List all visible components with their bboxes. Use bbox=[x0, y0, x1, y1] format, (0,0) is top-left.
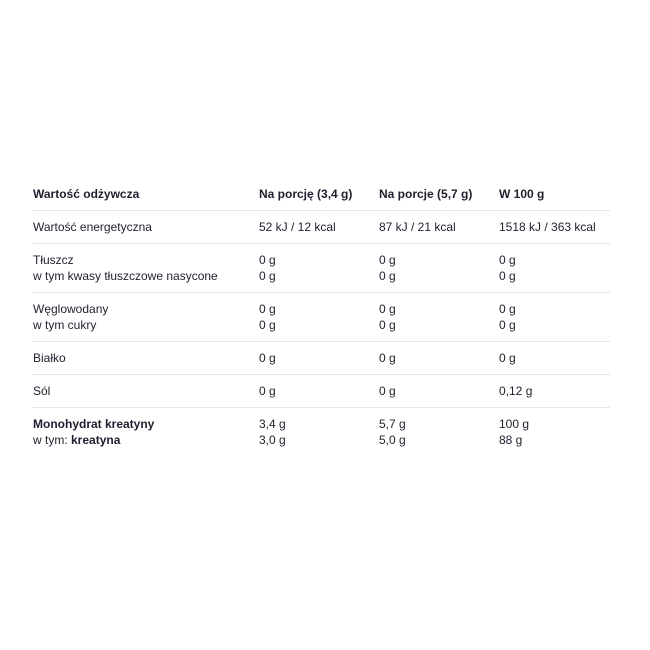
row-value-col2 bbox=[379, 293, 499, 342]
row-value-col1 bbox=[259, 408, 379, 456]
row-value-col2 bbox=[379, 211, 499, 244]
value-subline: 88 g bbox=[499, 433, 523, 447]
row-value-col3 bbox=[499, 293, 610, 342]
label-line: Monohydrat kreatyny bbox=[33, 417, 155, 431]
nutrition-table bbox=[33, 178, 610, 456]
label-subline: w tym cukry bbox=[33, 318, 97, 332]
value-subline: 0 g bbox=[379, 318, 396, 332]
value-line: 0 g bbox=[379, 384, 396, 398]
row-value-col1 bbox=[259, 375, 379, 408]
value-line: 52 kJ / 12 kcal bbox=[259, 220, 336, 234]
row-value-col1 bbox=[259, 244, 379, 293]
value-line: 0 g bbox=[379, 302, 396, 316]
value-line: 5,7 g bbox=[379, 417, 406, 431]
value-line: 0 g bbox=[259, 302, 276, 316]
value-line: 0 g bbox=[379, 351, 396, 365]
row-label bbox=[33, 244, 259, 293]
value-line: 3,4 g bbox=[259, 417, 286, 431]
row-value-col1 bbox=[259, 211, 379, 244]
value-line: 0 g bbox=[259, 384, 276, 398]
row-label bbox=[33, 293, 259, 342]
value-line: 100 g bbox=[499, 417, 530, 431]
row-label bbox=[33, 375, 259, 408]
row-value-col2 bbox=[379, 375, 499, 408]
value-line: 0 g bbox=[499, 253, 516, 267]
label-line: Tłuszcz bbox=[33, 253, 74, 267]
row-value-col2 bbox=[379, 342, 499, 375]
header-per-100g: W 100 g bbox=[499, 178, 610, 211]
header-per-portion-small: Na porcję (3,4 g) bbox=[259, 178, 379, 211]
value-line: 0 g bbox=[259, 351, 276, 365]
label-sub-bold: kreatyna bbox=[71, 433, 121, 447]
label-sub-prefix: w tym: bbox=[33, 433, 71, 447]
value-subline: 0 g bbox=[499, 269, 516, 283]
label-subline bbox=[33, 432, 259, 448]
value-line: 0 g bbox=[499, 351, 516, 365]
row-label bbox=[33, 342, 259, 375]
header-per-portion-large: Na porcje (5,7 g) bbox=[379, 178, 499, 211]
value-subline: 0 g bbox=[259, 269, 276, 283]
header-nutrient: Wartość odżywcza bbox=[33, 178, 259, 211]
row-value-col3 bbox=[499, 244, 610, 293]
row-value-col2 bbox=[379, 244, 499, 293]
row-value-col1 bbox=[259, 293, 379, 342]
row-label bbox=[33, 408, 259, 456]
value-line: 0 g bbox=[499, 302, 516, 316]
label-subline: w tym kwasy tłuszczowe nasycone bbox=[33, 269, 218, 283]
value-line: 0 g bbox=[379, 253, 396, 267]
value-line: 0 g bbox=[259, 253, 276, 267]
row-value-col3 bbox=[499, 211, 610, 244]
value-line: 0,12 g bbox=[499, 384, 533, 398]
value-subline: 0 g bbox=[499, 318, 516, 332]
row-label bbox=[33, 211, 259, 244]
label-line: Węglowodany bbox=[33, 302, 109, 316]
row-value-col3 bbox=[499, 375, 610, 408]
label-line: Wartość energetyczna bbox=[33, 220, 152, 234]
row-value-col3 bbox=[499, 342, 610, 375]
value-subline: 3,0 g bbox=[259, 433, 286, 447]
value-line: 87 kJ / 21 kcal bbox=[379, 220, 456, 234]
value-subline: 5,0 g bbox=[379, 433, 406, 447]
value-subline: 0 g bbox=[259, 318, 276, 332]
row-value-col2 bbox=[379, 408, 499, 456]
row-value-col1 bbox=[259, 342, 379, 375]
value-line: 1518 kJ / 363 kcal bbox=[499, 220, 596, 234]
label-line: Białko bbox=[33, 351, 66, 365]
label-line: Sól bbox=[33, 384, 51, 398]
value-subline: 0 g bbox=[379, 269, 396, 283]
row-value-col3 bbox=[499, 408, 610, 456]
